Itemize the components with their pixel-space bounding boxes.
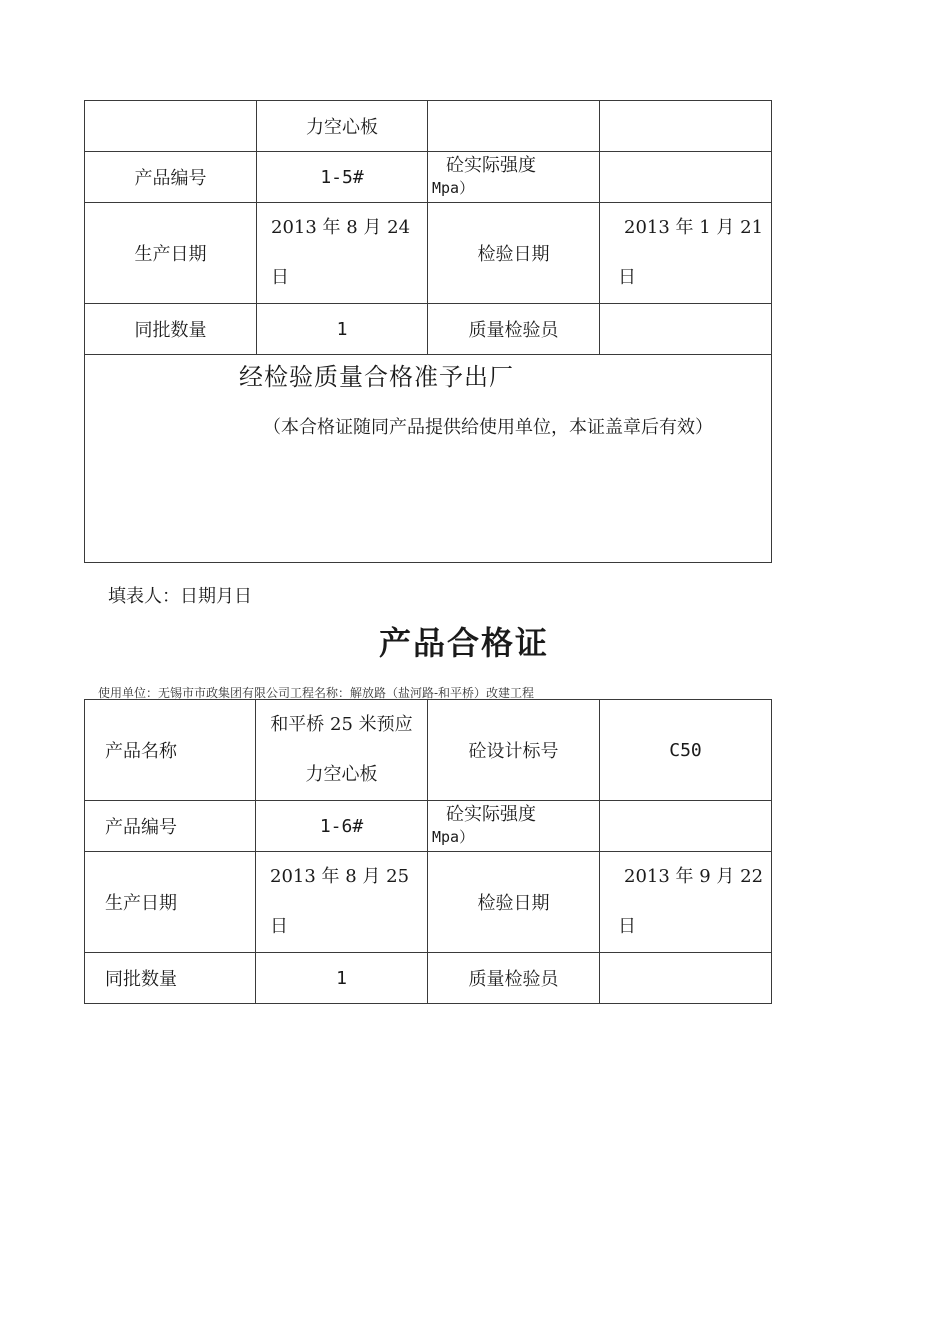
production-date-line2: 日: [271, 267, 289, 288]
product-name-label: 产品名称: [85, 700, 256, 801]
inspection-date-label-2: 检验日期: [428, 852, 600, 953]
design-grade-value-cell: [600, 101, 772, 152]
product-number-label-2: 产品编号: [85, 801, 256, 852]
inspection-date-line1-2: 2013 年 9 月 22: [624, 866, 764, 887]
actual-strength-unit-2: Mpa）: [432, 828, 475, 846]
conclusion-cell: [85, 355, 772, 563]
certificate-title: 产品合格证: [378, 624, 549, 662]
actual-strength-label-text: 砼实际强度: [446, 155, 536, 176]
production-date-line1-2: 2013 年 8 月 25: [270, 866, 410, 887]
batch-quantity-value: 1: [257, 304, 428, 355]
product-number-label: 产品编号: [85, 152, 257, 203]
production-date-value-2: [256, 852, 428, 953]
project-meta: 使用单位：无锡市市政集团有限公司工程名称：解放路（盐河路-和平桥）改建工程: [98, 686, 535, 700]
product-name-value: [256, 700, 428, 801]
product-name-label-cell: [85, 101, 257, 152]
production-date-line1: 2013 年 8 月 24: [271, 217, 411, 238]
filler-signature: 填表人：日期月日: [108, 586, 252, 607]
inspector-value-2: [600, 953, 772, 1004]
actual-strength-unit: Mpa）: [432, 179, 475, 197]
inspection-date-line2-2: 日: [618, 916, 636, 937]
actual-strength-label: [428, 152, 600, 203]
inspector-value: [600, 304, 772, 355]
product-name-cont: 力空心板: [257, 101, 428, 152]
inspector-label-2: 质量检验员: [428, 953, 600, 1004]
actual-strength-value-2: [600, 801, 772, 852]
batch-quantity-label-2: 同批数量: [85, 953, 256, 1004]
production-date-value: [257, 203, 428, 304]
conclusion-text: 经检验质量合格准予出厂: [239, 363, 514, 391]
actual-strength-label-text-2: 砼实际强度: [446, 804, 536, 825]
certificate-table-1: [84, 100, 772, 563]
batch-quantity-label: 同批数量: [85, 304, 257, 355]
inspection-date-line2: 日: [618, 267, 636, 288]
actual-strength-value: [600, 152, 772, 203]
product-name-line1: 和平桥 25 米预应: [270, 714, 413, 735]
inspection-date-value-2: [600, 852, 772, 953]
batch-quantity-value-2: 1: [256, 953, 428, 1004]
production-date-line2-2: 日: [270, 916, 288, 937]
design-grade-value: C50: [600, 700, 772, 801]
production-date-label-2: 生产日期: [85, 852, 256, 953]
inspection-date-line1: 2013 年 1 月 21: [624, 217, 764, 238]
product-number-value-2: 1-6#: [256, 801, 428, 852]
inspector-label: 质量检验员: [428, 304, 600, 355]
actual-strength-label-2: [428, 801, 600, 852]
inspection-date-value: [600, 203, 772, 304]
certificate-table-2: [84, 699, 772, 1004]
design-grade-label: 砼设计标号: [428, 700, 600, 801]
product-name-line2: 力空心板: [305, 764, 378, 785]
validity-note: （本合格证随同产品提供给使用单位，本证盖章后有效）: [263, 417, 713, 438]
production-date-label: 生产日期: [85, 203, 257, 304]
product-number-value: 1-5#: [257, 152, 428, 203]
design-grade-label-cell: [428, 101, 600, 152]
inspection-date-label: 检验日期: [428, 203, 600, 304]
